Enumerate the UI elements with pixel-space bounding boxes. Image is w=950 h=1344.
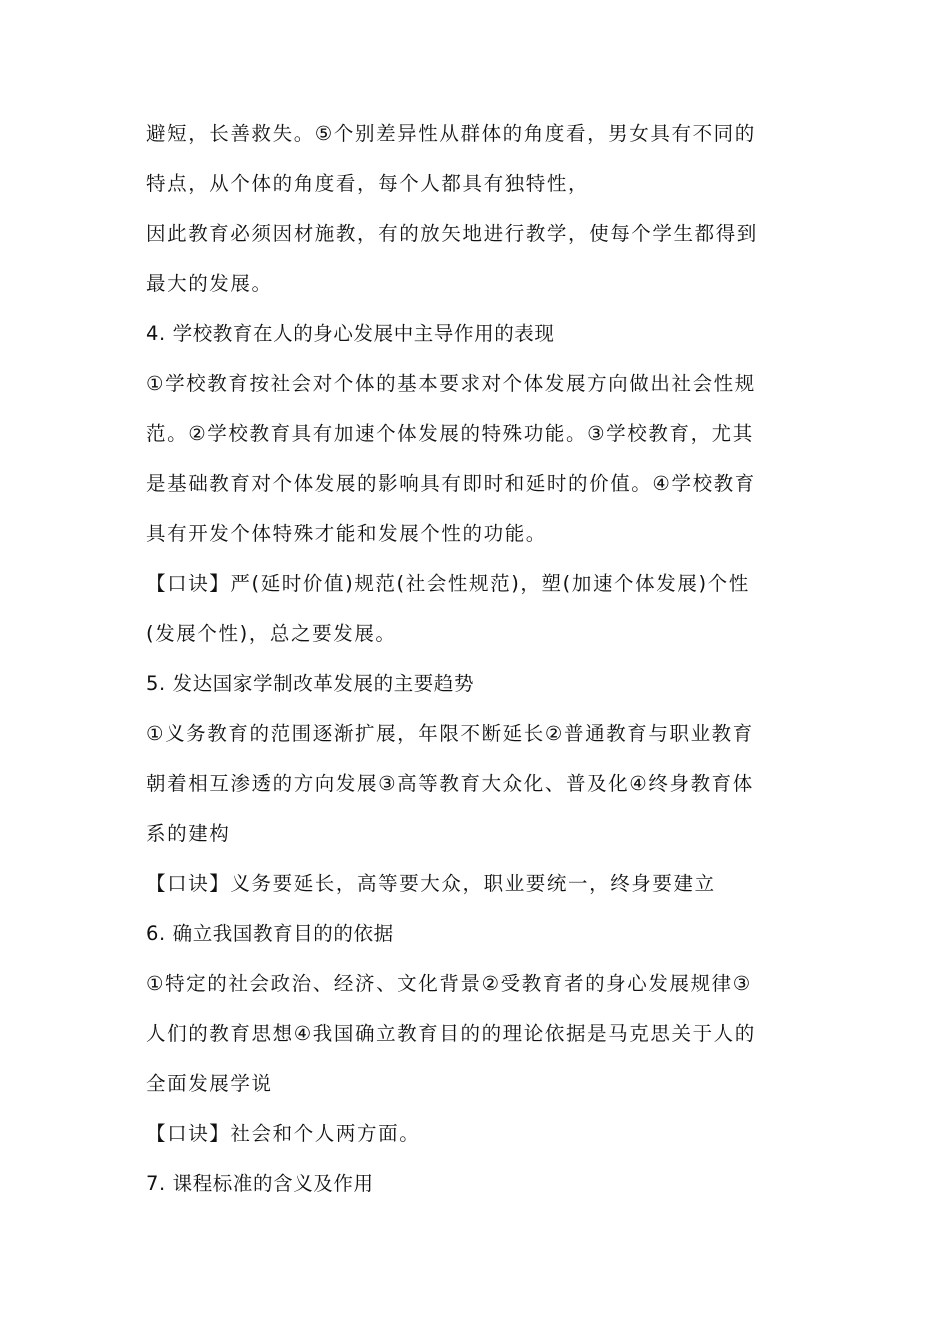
mnemonic-line: (发展个性)，总之要发展。 — [146, 622, 397, 645]
text-line: 因此教育必须因材施教，有的放矢地进行教学，使每个学生都得到 — [146, 222, 758, 245]
section-heading-6: 6. 确立我国教育目的的依据 — [146, 922, 394, 945]
section-heading-5: 5. 发达国家学制改革发展的主要趋势 — [146, 672, 475, 695]
mnemonic-line: 【口诀】严(延时价值)规范(社会性规范)，塑(加速个体发展)个性 — [146, 572, 750, 595]
text-line: ①义务教育的范围逐渐扩展，年限不断延长②普通教育与职业教育 — [146, 722, 754, 745]
text-line: 避短，长善救失。⑤个别差异性从群体的角度看，男女具有不同的 — [146, 122, 756, 145]
text-line: 范。②学校教育具有加速个体发展的特殊功能。③学校教育，尤其 — [146, 422, 754, 445]
mnemonic-line: 【口诀】社会和个人两方面。 — [146, 1122, 421, 1145]
text-line: 是基础教育对个体发展的影响具有即时和延时的价值。④学校教育 — [146, 472, 756, 495]
text-line: 朝着相互渗透的方向发展③高等教育大众化、普及化④终身教育体 — [146, 772, 754, 795]
text-line: 人们的教育思想④我国确立教育目的的理论依据是马克思关于人的 — [146, 1022, 756, 1045]
text-line: 最大的发展。 — [146, 272, 273, 295]
text-line: 特点，从个体的角度看，每个人都具有独特性， — [146, 172, 590, 195]
section-heading-7: 7. 课程标准的含义及作用 — [146, 1172, 374, 1195]
text-line: 全面发展学说 — [146, 1072, 273, 1095]
text-line: ①特定的社会政治、经济、文化背景②受教育者的身心发展规律③ — [146, 972, 752, 995]
section-heading-4: 4. 学校教育在人的身心发展中主导作用的表现 — [146, 322, 555, 345]
mnemonic-line: 【口诀】义务要延长，高等要大众，职业要统一，终身要建立 — [146, 872, 716, 895]
text-line: 具有开发个体特殊才能和发展个性的功能。 — [146, 522, 547, 545]
text-line: ①学校教育按社会对个体的基本要求对个体发展方向做出社会性规 — [146, 372, 756, 395]
text-line: 系的建构 — [146, 822, 231, 845]
